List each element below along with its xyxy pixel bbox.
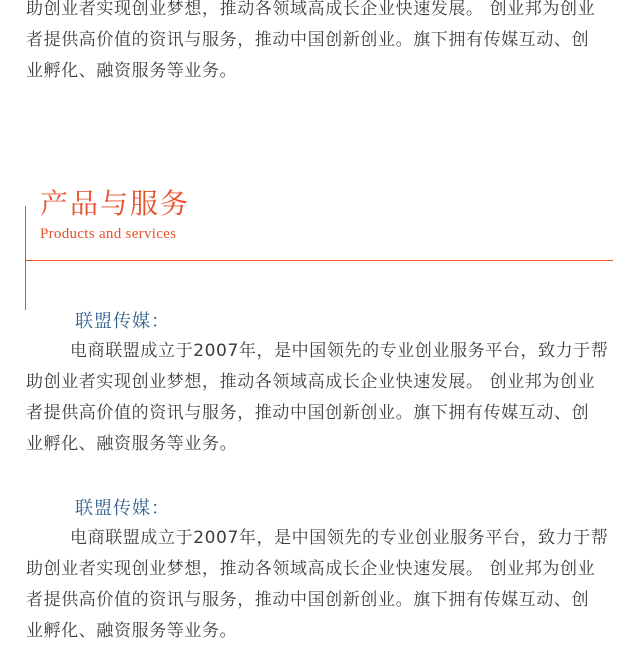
item-line: 业孵化、融资服务等业务。 [26,621,238,641]
item-line: 助创业者实现创业梦想，推动各领域高成长企业快速发展。 创业邦为创业 [26,559,596,579]
item-line: 电商联盟成立于2007年，是中国领先的专业创业服务平台，致力于帮 [70,341,609,361]
item-line: 者提供高价值的资讯与服务，推动中国创新创业。旗下拥有传媒互动、创 [26,403,590,423]
intro-paragraph [26,0,616,87]
item-title: 联盟传媒： [75,498,170,519]
section-title: 产品与服务 [40,187,191,220]
item-line: 业孵化、融资服务等业务。 [26,434,238,454]
item-body [26,523,616,647]
intro-line: 助创业者实现创业梦想，推动各领域高成长企业快速发展。 创业邦为创业 [26,0,596,19]
section-horizontal-divider [25,260,613,261]
section-vertical-divider [25,206,26,310]
section-heading [40,186,190,243]
item-body [26,336,616,460]
item-line: 助创业者实现创业梦想，推动各领域高成长企业快速发展。 创业邦为创业 [26,372,596,392]
item-line: 电商联盟成立于2007年，是中国领先的专业创业服务平台，致力于帮 [70,528,609,548]
item-line: 者提供高价值的资讯与服务，推动中国创新创业。旗下拥有传媒互动、创 [26,590,590,610]
intro-line: 者提供高价值的资讯与服务，推动中国创新创业。旗下拥有传媒互动、创 [26,30,590,50]
intro-line: 业孵化、融资服务等业务。 [26,61,238,81]
section-subtitle: Products and services [40,226,177,242]
item-title: 联盟传媒： [75,311,170,332]
